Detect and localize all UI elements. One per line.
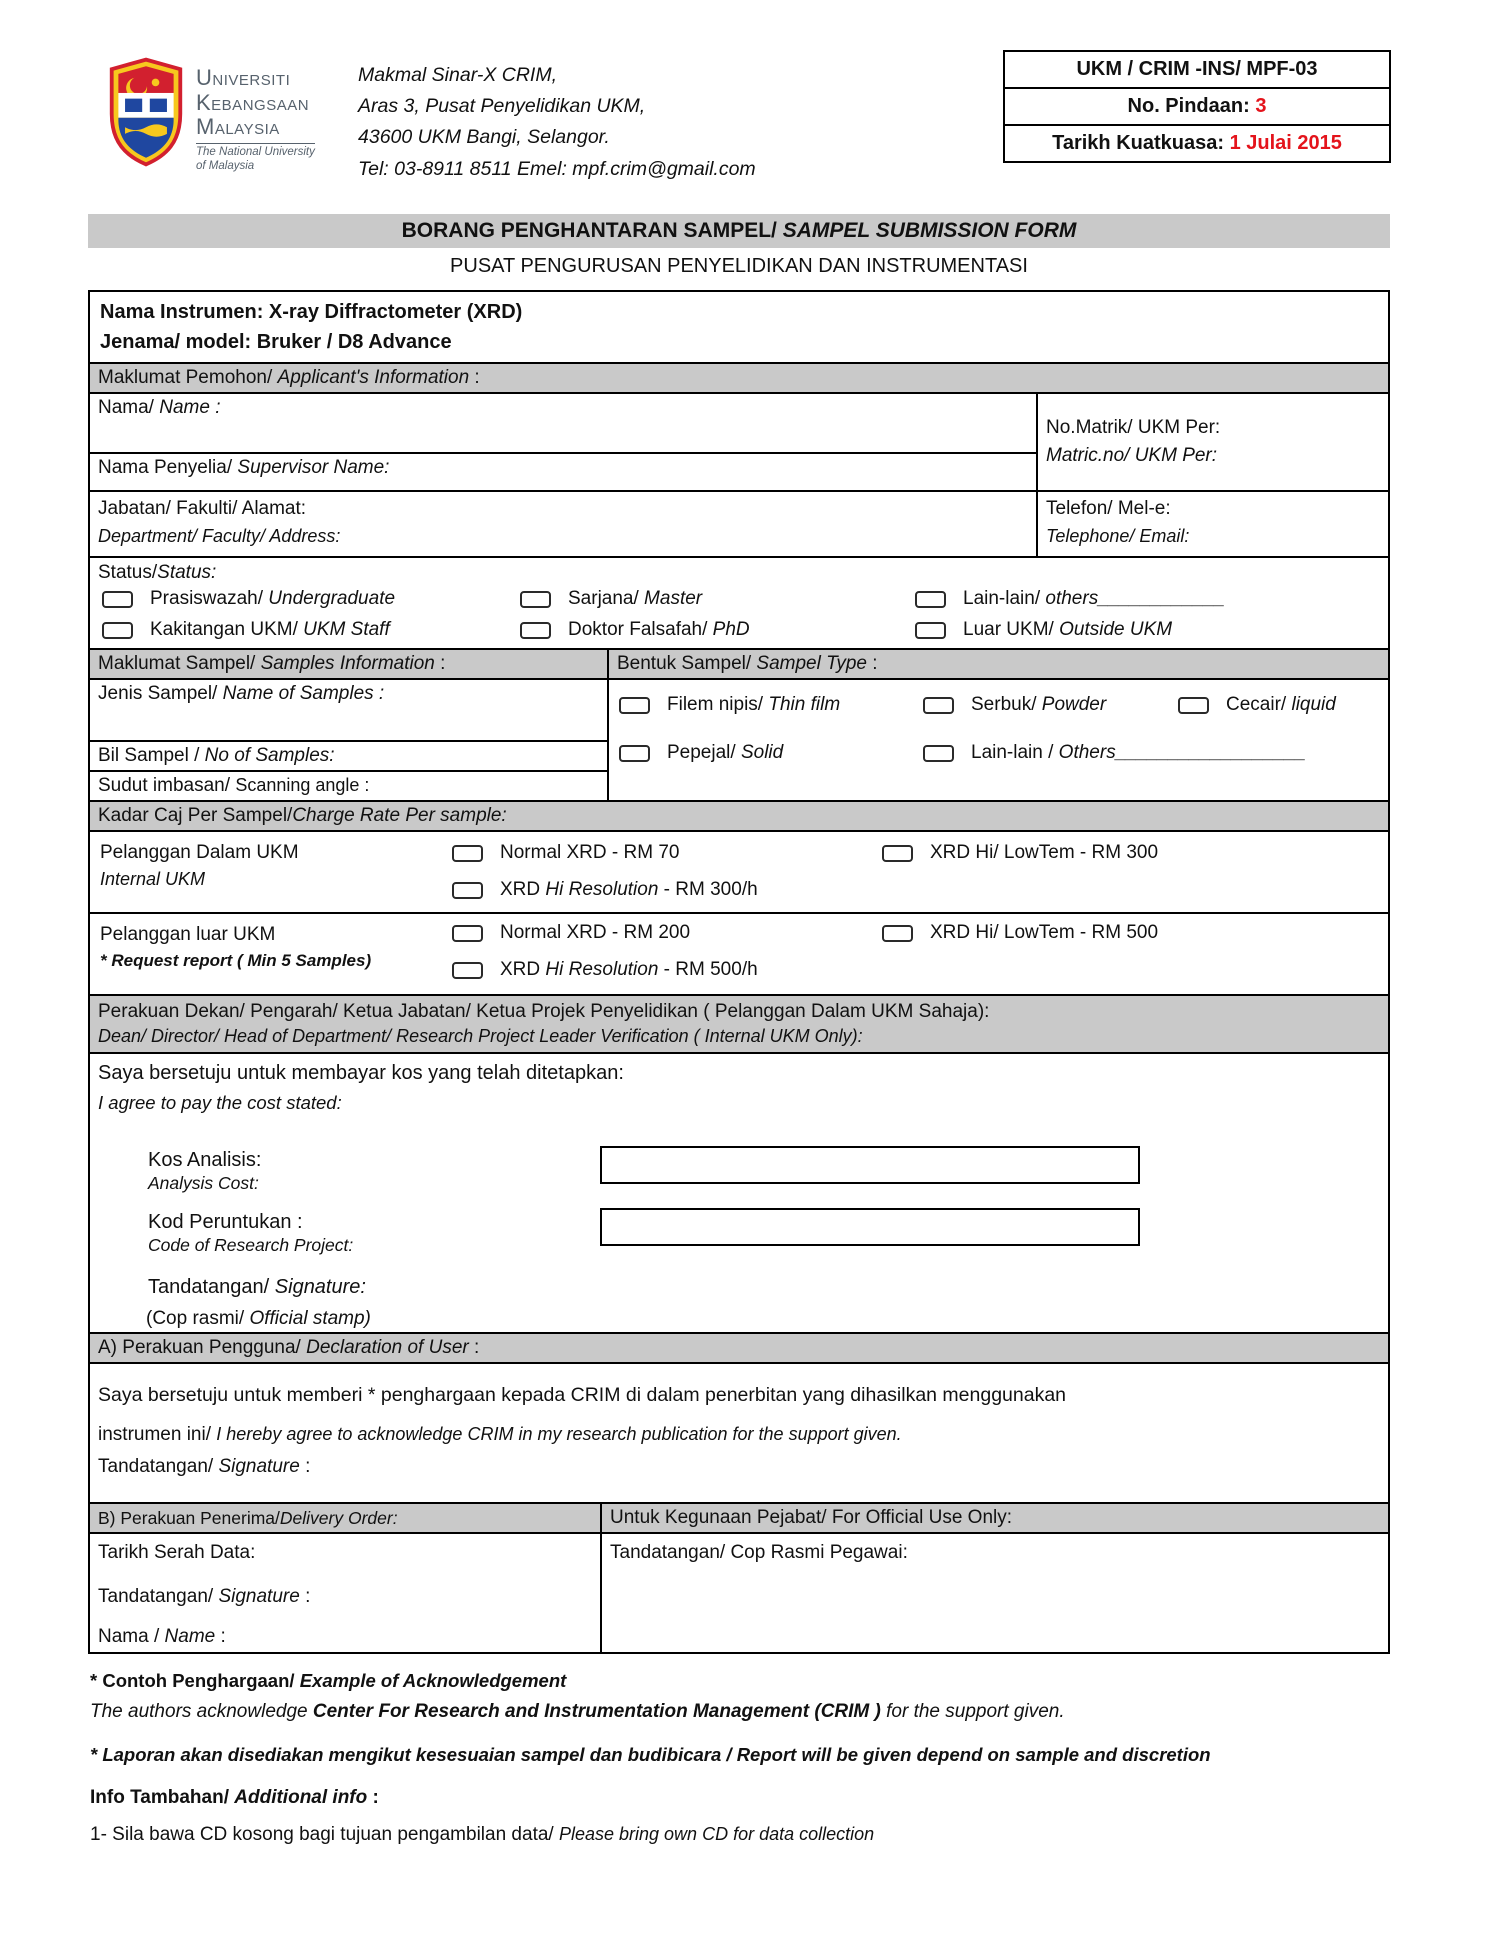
status-label: Status/Status:	[98, 562, 217, 583]
checkbox-phd[interactable]	[520, 622, 551, 639]
declaration-line2: instrumen ini/ I hereby agree to acknowledge CRIM in my research publication for the support given.	[98, 1424, 902, 1446]
sample-info-header: Maklumat Sampel/ Samples Information :	[90, 650, 607, 680]
sample-type-column	[609, 650, 1388, 800]
additional-info-item: 1- Sila bawa CD kosong bagi tujuan pengambilan data/ Please bring own CD for data collection	[90, 1824, 875, 1846]
doc-effective-date: Tarikh Kuatkuasa: 1 Julai 2015	[1052, 132, 1342, 154]
type-option-solid: Pepejal/ Solid	[619, 742, 783, 764]
office-use-fields	[602, 1534, 1388, 1652]
form-title: BORANG PENGHANTARAN SAMPEL/ SAMPEL SUBMISSION FORM	[88, 214, 1390, 248]
internal-customer-label: Pelanggan Dalam UKM Internal UKM	[100, 842, 299, 889]
user-signature-label[interactable]: Tandatangan/ Signature :	[98, 1456, 311, 1478]
instrument-name: Nama Instrumen: X-ray Diffractometer (XRD)	[100, 301, 523, 323]
revision-number: 3	[1255, 95, 1267, 117]
applicant-section-header: Maklumat Pemohon/ Applicant's Information :	[90, 364, 1388, 394]
address-line: Tel: 03-8911 8511 Emel: mpf.crim@gmail.com	[358, 157, 756, 180]
dean-verification-header: Perakuan Dekan/ Pengarah/ Ketua Jabatan/ Ketua Projek Penyelidikan ( Pelanggan Dalam UKM Sahaja): Dean/ Director/ Head of Department/ Research Project Leader Verification ( Internal UKM Only):	[90, 996, 1388, 1054]
address-line: 43600 UKM Bangi, Selangor.	[358, 126, 610, 149]
delivery-column	[90, 1504, 602, 1652]
checkbox-other-type[interactable]	[923, 745, 954, 762]
checkbox-external-normal-xrd[interactable]	[452, 925, 483, 942]
logo-name-line: Malaysia	[196, 114, 280, 140]
sample-type-options	[609, 680, 1388, 800]
field-matrik[interactable]: No.Matrik/ UKM Per: Matric.no/ UKM Per:	[1038, 394, 1388, 492]
agree-statement-ms: Saya bersetuju untuk membayar kos yang telah ditetapkan:	[98, 1062, 624, 1085]
ukm-logo	[106, 56, 315, 173]
checkbox-internal-hilow-xrd[interactable]	[882, 845, 913, 862]
logo-tagline: The National University of Malaysia	[196, 143, 315, 174]
form-body	[88, 290, 1390, 1654]
checkbox-others[interactable]	[915, 591, 946, 608]
acknowledgement-example: The authors acknowledge Center For Research and Instrumentation Management (CRIM ) for the support given.	[90, 1701, 1065, 1723]
report-note: * Laporan akan disediakan mengikut kesesuaian sampel dan budibicara / Report will be given depend on sample and discretion	[90, 1744, 1211, 1766]
footer-notes	[90, 1670, 1392, 1846]
officer-signature-label[interactable]: Tandatangan/ Cop Rasmi Pegawai:	[610, 1542, 908, 1564]
instrument-header	[90, 292, 1388, 364]
office-use-header: Untuk Kegunaan Pejabat/ For Official Use Only:	[602, 1504, 1388, 1534]
user-declaration-body	[90, 1364, 1388, 1504]
type-option-other: Lain-lain / Others__________________	[923, 742, 1306, 764]
sample-section	[90, 650, 1388, 802]
checkbox-internal-hires-xrd[interactable]	[452, 882, 483, 899]
additional-info-title: Info Tambahan/ Additional info :	[90, 1787, 379, 1809]
address-line: Aras 3, Pusat Penyelidikan UKM,	[358, 95, 646, 118]
sample-info-column	[90, 650, 609, 800]
status-option-others: Lain-lain/ others____________	[915, 588, 1225, 610]
field-sudut-imbasan[interactable]: Sudut imbasan/ Scanning angle :	[98, 775, 370, 796]
field-telefon[interactable]: Telefon/ Mel-e: Telephone/ Email:	[1046, 498, 1190, 546]
checkbox-internal-normal-xrd[interactable]	[452, 845, 483, 862]
external-hilow-option: XRD Hi/ LowTem - RM 500	[882, 922, 1158, 944]
internal-hires-option: XRD Hi Resolution - RM 300/h	[452, 879, 758, 901]
status-section	[90, 558, 1388, 650]
charge-section-header: Kadar Caj Per Sampel/Charge Rate Per sample:	[90, 802, 1388, 832]
ukm-wordmark	[196, 56, 315, 173]
field-tarikh-serah[interactable]: Tarikh Serah Data:	[98, 1542, 256, 1564]
checkbox-liquid[interactable]	[1178, 697, 1209, 714]
external-normal-xrd-option: Normal XRD - RM 200	[452, 922, 690, 944]
checkbox-powder[interactable]	[923, 697, 954, 714]
dean-verification-body	[90, 1054, 1388, 1334]
status-option-phd: Doktor Falsafah/ PhD	[520, 619, 750, 641]
field-penyelia[interactable]: Nama Penyelia/ Supervisor Name:	[90, 454, 1038, 492]
field-bil-sampel[interactable]: Bil Sampel / No of Samples:	[90, 742, 607, 772]
ukm-crest-icon	[106, 56, 186, 173]
agree-statement-en: I agree to pay the cost stated:	[98, 1092, 342, 1114]
research-code-input[interactable]	[600, 1208, 1140, 1246]
status-option-undergraduate: Prasiswazah/ Undergraduate	[102, 588, 395, 610]
internal-pricing-row	[90, 832, 1388, 914]
dean-signature-label[interactable]: Tandatangan/ Signature:	[148, 1276, 366, 1299]
external-customer-label: Pelanggan luar UKM * Request report ( Min 5 Samples)	[100, 924, 372, 970]
external-pricing-row	[90, 914, 1388, 996]
bottom-section	[90, 1504, 1388, 1652]
status-option-ukm-staff: Kakitangan UKM/ UKM Staff	[102, 619, 390, 641]
type-option-liquid: Cecair/ liquid	[1178, 694, 1336, 716]
status-option-master: Sarjana/ Master	[520, 588, 702, 610]
checkbox-external-hilow-xrd[interactable]	[882, 925, 913, 942]
address-line: Makmal Sinar-X CRIM,	[358, 64, 558, 86]
lab-address	[358, 60, 756, 185]
checkbox-solid[interactable]	[619, 745, 650, 762]
instrument-model: Jenama/ model: Bruker / D8 Advance	[100, 331, 452, 353]
document-control-box	[1003, 50, 1391, 163]
official-stamp-label: (Cop rasmi/ Official stamp)	[146, 1308, 371, 1330]
applicant-table	[90, 394, 1388, 558]
checkbox-undergraduate[interactable]	[102, 591, 133, 608]
office-use-column	[602, 1504, 1388, 1652]
checkbox-ukm-staff[interactable]	[102, 622, 133, 639]
receiver-signature-label[interactable]: Tandatangan/ Signature :	[98, 1586, 311, 1608]
logo-name-line: Kebangsaan	[196, 89, 310, 115]
internal-normal-xrd-option: Normal XRD - RM 70	[452, 842, 679, 864]
sample-type-header: Bentuk Sampel/ Sampel Type :	[609, 650, 1388, 680]
research-code-label: Kod Peruntukan : Code of Research Project:	[148, 1211, 354, 1256]
effective-date: 1 Julai 2015	[1229, 132, 1342, 154]
field-jabatan[interactable]: Jabatan/ Fakulti/ Alamat: Department/ Faculty/ Address:	[90, 492, 1038, 556]
acknowledgement-title: * Contoh Penghargaan/ Example of Acknowledgement	[90, 1670, 567, 1692]
internal-hilow-option: XRD Hi/ LowTem - RM 300	[882, 842, 1158, 864]
declaration-line1: Saya bersetuju untuk memberi * penghargaan kepada CRIM di dalam penerbitan yang dihasilkan menggunakan	[98, 1384, 1067, 1407]
type-option-thin-film: Filem nipis/ Thin film	[619, 694, 840, 716]
checkbox-outside-ukm[interactable]	[915, 622, 946, 639]
doc-revision: No. Pindaan: 3	[1005, 89, 1389, 126]
analysis-cost-input[interactable]	[600, 1146, 1140, 1184]
header	[0, 0, 1500, 214]
delivery-header: B) Perakuan Penerima/ Delivery Order:	[90, 1504, 600, 1534]
checkbox-master[interactable]	[520, 591, 551, 608]
receiver-name-label[interactable]: Nama / Name :	[98, 1626, 226, 1648]
field-nama[interactable]: Nama/ Name :	[90, 394, 1038, 454]
checkbox-thin-film[interactable]	[619, 697, 650, 714]
field-jenis-sampel[interactable]: Jenis Sampel/ Name of Samples :	[90, 680, 607, 742]
logo-name-line: Universiti	[196, 65, 291, 90]
checkbox-external-hires-xrd[interactable]	[452, 962, 483, 979]
doc-code: UKM / CRIM -INS/ MPF-03	[1005, 52, 1389, 89]
user-declaration-header: A) Perakuan Pengguna/ Declaration of User :	[90, 1334, 1388, 1364]
analysis-cost-label: Kos Analisis: Analysis Cost:	[148, 1149, 262, 1194]
form-subtitle: PUSAT PENGURUSAN PENYELIDIKAN DAN INSTRUMENTASI	[450, 255, 1028, 277]
delivery-fields	[90, 1534, 600, 1652]
type-option-powder: Serbuk/ Powder	[923, 694, 1106, 716]
status-option-outside-ukm: Luar UKM/ Outside UKM	[915, 619, 1172, 641]
external-hires-option: XRD Hi Resolution - RM 500/h	[452, 959, 758, 981]
